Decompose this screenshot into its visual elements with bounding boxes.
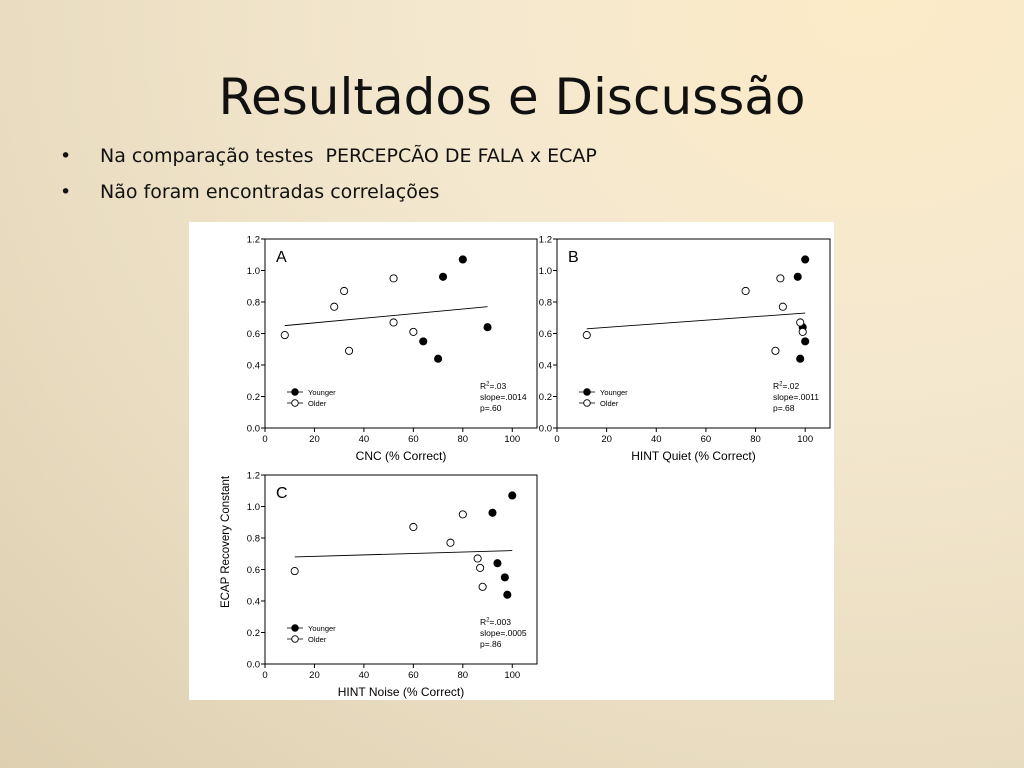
older-point bbox=[772, 347, 779, 354]
slide-title: Resultados e Discussão bbox=[218, 68, 806, 126]
y-tick-label: 0.0 bbox=[246, 659, 260, 671]
older-point bbox=[797, 319, 804, 326]
younger-point bbox=[509, 492, 516, 499]
y-tick-label: 1.0 bbox=[246, 502, 260, 513]
younger-point bbox=[434, 355, 441, 362]
legend-label: Older bbox=[600, 399, 619, 408]
younger-point bbox=[439, 273, 446, 280]
legend-marker bbox=[292, 400, 299, 407]
figure bbox=[189, 222, 834, 700]
older-point bbox=[742, 287, 749, 294]
older-point bbox=[777, 275, 784, 282]
panel-label: B bbox=[568, 249, 579, 266]
panel-label: C bbox=[276, 485, 288, 502]
scatter-figure bbox=[189, 222, 834, 700]
x-tick-label: 20 bbox=[309, 670, 320, 681]
x-tick-label: 20 bbox=[601, 434, 612, 445]
younger-point bbox=[802, 256, 809, 263]
bullet-text: Não foram encontradas correlações bbox=[100, 181, 440, 203]
younger-point bbox=[504, 591, 511, 598]
y-tick-label: 1.2 bbox=[538, 234, 552, 246]
x-axis-label: CNC (% Correct) bbox=[355, 449, 447, 463]
younger-point bbox=[794, 273, 801, 280]
y-tick-label: 0.2 bbox=[246, 392, 260, 403]
y-tick-label: 0.4 bbox=[246, 360, 260, 372]
bullet-dot-icon: • bbox=[60, 181, 72, 203]
bullet-item bbox=[60, 143, 597, 179]
younger-point bbox=[494, 560, 501, 567]
x-tick-label: 0 bbox=[554, 434, 560, 445]
panel-c bbox=[247, 471, 537, 700]
x-tick-label: 100 bbox=[504, 670, 521, 681]
older-point bbox=[583, 331, 590, 338]
older-point bbox=[331, 303, 338, 310]
regression-line bbox=[587, 313, 805, 329]
x-tick-label: 80 bbox=[457, 434, 469, 445]
younger-point bbox=[797, 355, 804, 362]
older-point bbox=[410, 328, 417, 335]
legend-marker bbox=[292, 636, 299, 643]
legend-label: Younger bbox=[600, 388, 628, 397]
x-tick-label: 80 bbox=[457, 670, 469, 681]
panel-a bbox=[247, 235, 537, 464]
younger-point bbox=[802, 338, 809, 345]
stat-p: p=.60 bbox=[480, 403, 502, 413]
younger-point bbox=[420, 338, 427, 345]
y-tick-label: 0.8 bbox=[246, 533, 260, 545]
x-tick-label: 60 bbox=[408, 434, 419, 445]
panel-b bbox=[539, 235, 830, 464]
legend-label: Older bbox=[308, 399, 327, 408]
older-point bbox=[459, 511, 466, 518]
bullet-text: Na comparação testes PERCEPCÃO DE FALA x ECAP bbox=[100, 145, 597, 167]
bullet-dot-icon: • bbox=[60, 145, 72, 167]
stat-slope: slope=.0005 bbox=[480, 628, 527, 638]
legend-marker bbox=[584, 400, 591, 407]
stat-r2: $R^2=.003$ bbox=[480, 617, 511, 627]
panel-label: A bbox=[276, 249, 287, 266]
stat-r2: $R^2=.03$ bbox=[480, 381, 507, 391]
legend-label: Older bbox=[308, 635, 327, 644]
older-point bbox=[291, 567, 298, 574]
x-tick-label: 100 bbox=[504, 434, 521, 445]
y-tick-label: 1.2 bbox=[246, 470, 260, 482]
stat-r2: $R^2=.02$ bbox=[773, 381, 800, 391]
stat-slope: slope=.0011 bbox=[773, 392, 819, 402]
y-tick-label: 0.4 bbox=[538, 360, 552, 372]
bullet-item bbox=[60, 179, 597, 215]
y-tick-label: 1.0 bbox=[538, 266, 552, 277]
legend-marker bbox=[584, 389, 591, 396]
x-tick-label: 40 bbox=[650, 434, 662, 445]
y-tick-label: 0.6 bbox=[246, 565, 260, 576]
older-point bbox=[477, 564, 484, 571]
younger-point bbox=[459, 256, 466, 263]
y-tick-label: 0.8 bbox=[538, 297, 552, 309]
x-axis-label: HINT Quiet (% Correct) bbox=[631, 449, 756, 463]
y-tick-label: 0.6 bbox=[538, 329, 552, 340]
x-tick-label: 20 bbox=[309, 434, 320, 445]
regression-line bbox=[285, 307, 488, 326]
x-tick-label: 100 bbox=[797, 434, 814, 445]
legend-marker bbox=[292, 625, 299, 632]
older-point bbox=[479, 583, 486, 590]
legend-label: Younger bbox=[308, 624, 336, 633]
legend-marker bbox=[292, 389, 299, 396]
x-tick-label: 0 bbox=[262, 434, 268, 445]
older-point bbox=[281, 331, 288, 338]
y-tick-label: 1.2 bbox=[246, 234, 260, 246]
y-tick-label: 0.0 bbox=[538, 423, 552, 435]
legend-label: Younger bbox=[308, 388, 336, 397]
stat-p: p=.86 bbox=[480, 639, 502, 649]
older-point bbox=[779, 303, 786, 310]
y-tick-label: 0.2 bbox=[246, 628, 260, 639]
older-point bbox=[447, 539, 454, 546]
x-tick-label: 60 bbox=[700, 434, 712, 445]
y-tick-label: 0.2 bbox=[538, 392, 552, 403]
y-tick-label: 0.0 bbox=[246, 423, 260, 435]
x-axis-label: HINT Noise (% Correct) bbox=[337, 685, 465, 699]
younger-point bbox=[489, 509, 496, 516]
older-point bbox=[345, 347, 352, 354]
x-tick-label: 40 bbox=[358, 670, 370, 681]
older-point bbox=[390, 275, 397, 282]
younger-point bbox=[501, 574, 508, 581]
y-tick-label: 0.8 bbox=[246, 297, 260, 309]
older-point bbox=[390, 319, 397, 326]
y-tick-label: 1.0 bbox=[246, 266, 260, 277]
stat-p: p=.68 bbox=[773, 403, 795, 413]
y-axis-label: ECAP Recovery Constant bbox=[220, 475, 232, 609]
bullet-list bbox=[60, 143, 597, 215]
older-point bbox=[341, 287, 348, 294]
older-point bbox=[474, 555, 481, 562]
older-point bbox=[410, 523, 417, 530]
y-tick-label: 0.4 bbox=[246, 596, 260, 608]
x-tick-label: 40 bbox=[358, 434, 370, 445]
x-tick-label: 80 bbox=[750, 434, 761, 445]
y-tick-label: 0.6 bbox=[246, 329, 260, 340]
x-tick-label: 0 bbox=[262, 670, 268, 681]
stat-slope: slope=.0014 bbox=[480, 392, 527, 402]
younger-point bbox=[484, 324, 491, 331]
older-point bbox=[799, 328, 806, 335]
x-tick-label: 60 bbox=[408, 670, 419, 681]
